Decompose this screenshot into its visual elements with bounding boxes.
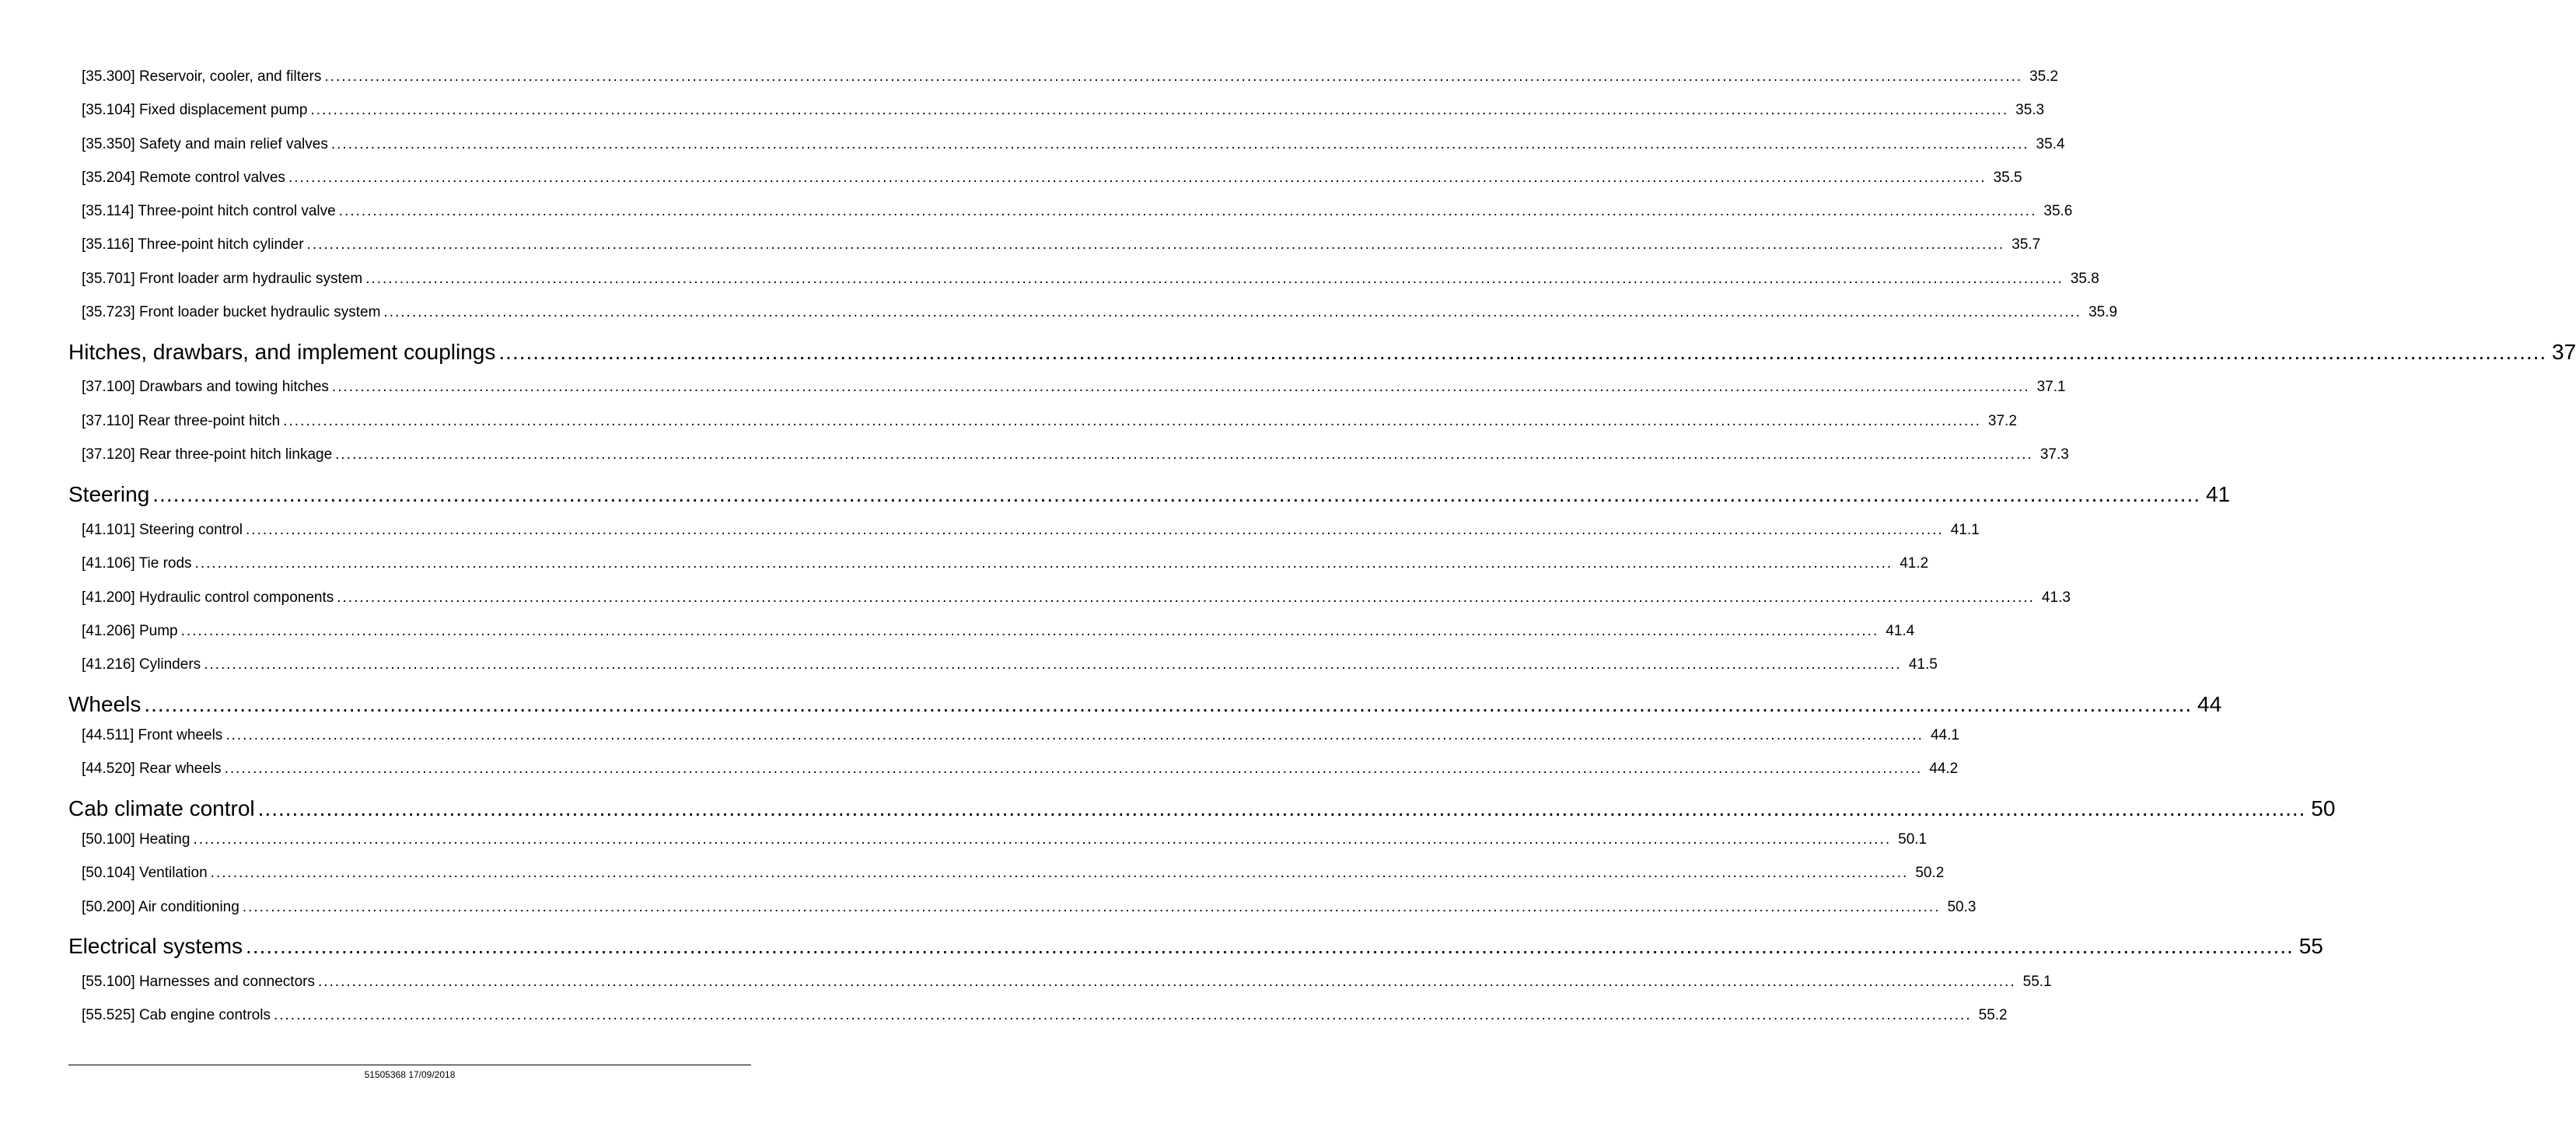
toc-entry-title: [44.520] Rear wheels <box>82 761 222 777</box>
toc-section-heading[interactable] <box>68 482 2231 507</box>
toc-page-number: 44 <box>2197 692 2222 716</box>
toc-entry-title: [35.204] Remote control valves <box>82 170 285 186</box>
toc-entry[interactable] <box>82 761 1959 778</box>
toc-entry-title: [35.116] Three-point hitch cylinder <box>82 236 304 253</box>
footer-document-id: 51505368 17/09/2018 <box>364 1069 456 1080</box>
toc-entry-title: [35.300] Reservoir, cooler, and filters <box>82 68 322 85</box>
dot-leader: ............................................................................................................................................................................................................................................................................................................ <box>330 136 2029 152</box>
dot-leader: ............................................................................................................................................................................................................................................................................................................ <box>242 899 1941 915</box>
toc-entry-title: [55.525] Cab engine controls <box>82 1007 271 1023</box>
toc-page-number: 50 <box>2311 796 2336 820</box>
toc-entry-title: [35.350] Safety and main relief valves <box>82 136 328 152</box>
toc-entry-title: [55.100] Harnesses and connectors <box>82 974 315 990</box>
toc-entry[interactable] <box>82 170 2022 187</box>
dot-leader: ............................................................................................................................................................................................................................................................................................................ <box>288 170 1987 186</box>
toc-entry-title: [41.106] Tie rods <box>82 555 192 572</box>
toc-entry[interactable] <box>82 831 1928 848</box>
toc-entry[interactable] <box>82 899 1977 916</box>
toc-page-number: 55.1 <box>2022 974 2052 990</box>
toc-page-number: 37.1 <box>2036 379 2066 395</box>
dot-leader: ............................................................................................................................................................................................................................................................................................................ <box>337 589 2035 606</box>
toc-entry[interactable] <box>82 656 1938 673</box>
toc-entry-title: [35.723] Front loader bucket hydraulic system <box>82 304 381 320</box>
toc-entry-title: [41.200] Hydraulic control components <box>82 589 334 606</box>
toc-entry-title: [37.100] Drawbars and towing hitches <box>82 379 329 395</box>
dot-leader: ............................................................................................................................................................................................................................................................................................................ <box>224 761 1923 777</box>
toc-entry[interactable] <box>82 1007 2008 1024</box>
dot-leader: ............................................................................................................................................................................................................................................................................................................ <box>246 522 1944 538</box>
dot-leader: ............................................................................................................................................................................................................................................................................................................ <box>331 379 2030 395</box>
toc-entry[interactable] <box>82 203 2073 220</box>
dot-leader: ............................................................................................................................................................................................................................................................................................................ <box>306 236 2005 253</box>
dot-leader: ............................................................................................................................................................................................................................................................................................................ <box>180 623 1879 639</box>
dot-leader: ............................................................................................................................................................................................................................................................................................................ <box>383 304 2082 320</box>
toc-entry-title: [50.200] Air conditioning <box>82 899 239 915</box>
toc-page-number: 35.9 <box>2088 304 2118 320</box>
dot-leader: ............................................................................................................................................................................................................................................................................................................ <box>210 865 1909 881</box>
toc-section-heading[interactable] <box>68 934 2323 959</box>
toc-page-number: 41.5 <box>1908 656 1938 673</box>
toc-page-number: 41.3 <box>2041 589 2071 606</box>
toc-section-heading[interactable] <box>68 692 2222 717</box>
toc-entry[interactable] <box>82 136 2065 153</box>
toc-entry-title: [35.701] Front loader arm hydraulic system <box>82 271 363 287</box>
toc-page-number: 50.2 <box>1915 865 1945 881</box>
toc-entry-title: Cab climate control <box>68 796 255 820</box>
dot-leader: ............................................................................................................................................................................................................................................................................................................ <box>273 1007 1972 1023</box>
toc-page-number: 35.3 <box>2015 102 2045 118</box>
toc-page-number: 35.7 <box>2012 236 2041 253</box>
toc-entry[interactable] <box>82 102 2045 119</box>
toc-section-heading[interactable] <box>68 340 2576 365</box>
toc-page-number: 41.4 <box>1886 623 1915 639</box>
toc-entry[interactable] <box>82 727 1959 744</box>
toc-page-number: 41.2 <box>1900 555 1929 572</box>
toc-entry-title: [37.110] Rear three-point hitch <box>82 413 281 429</box>
toc-page-number: 37.2 <box>1987 413 2017 429</box>
toc-page-number: 55.2 <box>1978 1007 2008 1023</box>
toc-entry[interactable] <box>82 379 2066 396</box>
toc-page-number: 55 <box>2298 934 2323 958</box>
toc-entry-title: Wheels <box>68 692 142 716</box>
toc-entry[interactable] <box>82 236 2041 254</box>
toc-page-number: 35.4 <box>2036 136 2065 152</box>
dot-leader: ............................................................................................................................................................................................................................................................................................................ <box>194 555 1893 572</box>
dot-leader: ............................................................................................................................................................................................................................................................................................................ <box>193 831 1892 848</box>
toc-page-number: 35.6 <box>2043 203 2073 219</box>
toc-page-number: 37.3 <box>2039 446 2069 463</box>
toc-entry-title: Steering <box>68 482 150 506</box>
dot-leader: ............................................................................................................................................................................................................................................................................................................ <box>365 271 2064 287</box>
toc-page-number: 41 <box>2205 482 2231 506</box>
toc-entry[interactable] <box>82 304 2118 321</box>
toc-entry-title: Electrical systems <box>68 934 243 958</box>
dot-leader: ............................................................................................................................................................................................................................................................................................................ <box>498 340 2547 364</box>
toc-page-number: 44.1 <box>1930 727 1959 743</box>
toc-page-number: 44.2 <box>1929 761 1959 777</box>
toc-page-number: 35.5 <box>1993 170 2022 186</box>
toc-page-number: 50.1 <box>1898 831 1928 848</box>
toc-entry[interactable] <box>82 865 1945 882</box>
toc-section-heading[interactable] <box>68 796 2336 821</box>
toc-page-number: 35.8 <box>2070 271 2099 287</box>
toc-entry-title: [41.216] Cylinders <box>82 656 201 673</box>
toc-entry-title: [44.511] Front wheels <box>82 727 223 743</box>
toc-entry-title: [37.120] Rear three-point hitch linkage <box>82 446 333 463</box>
toc-entry-title: [41.101] Steering control <box>82 522 243 538</box>
dot-leader: ............................................................................................................................................................................................................................................................................................................ <box>310 102 2009 118</box>
toc-entry[interactable] <box>82 623 1915 640</box>
dot-leader: ............................................................................................................................................................................................................................................................................................................ <box>152 482 2201 506</box>
toc-entry-title: [35.104] Fixed displacement pump <box>82 102 308 118</box>
dot-leader: ............................................................................................................................................................................................................................................................................................................ <box>257 796 2306 820</box>
dot-leader: ............................................................................................................................................................................................................................................................................................................ <box>317 974 2016 990</box>
dot-leader: ............................................................................................................................................................................................................................................................................................................ <box>324 68 2023 85</box>
toc-entry[interactable] <box>82 974 2052 991</box>
dot-leader: ............................................................................................................................................................................................................................................................................................................ <box>283 413 1981 429</box>
toc-entry-title: [41.206] Pump <box>82 623 178 639</box>
toc-entry[interactable] <box>82 555 1929 572</box>
dot-leader: ............................................................................................................................................................................................................................................................................................................ <box>204 656 1902 673</box>
toc-page-number: 35.2 <box>2029 68 2059 85</box>
toc-page-number: 50.3 <box>1947 899 1977 915</box>
toc-entry-title: [50.104] Ventilation <box>82 865 208 881</box>
toc-entry[interactable] <box>82 68 2059 86</box>
toc-entry[interactable] <box>82 446 2069 463</box>
toc-entry[interactable] <box>82 589 2071 607</box>
dot-leader: ............................................................................................................................................................................................................................................................................................................ <box>338 203 2037 219</box>
toc-entry[interactable] <box>82 271 2099 288</box>
toc-page-number: 41.1 <box>1950 522 1980 538</box>
toc-entry[interactable] <box>82 413 2017 430</box>
toc-entry[interactable] <box>82 522 1980 539</box>
dot-leader: ............................................................................................................................................................................................................................................................................................................ <box>225 727 1924 743</box>
dot-leader: ............................................................................................................................................................................................................................................................................................................ <box>335 446 2033 463</box>
toc-entry-title: [50.100] Heating <box>82 831 190 848</box>
dot-leader: ............................................................................................................................................................................................................................................................................................................ <box>246 934 2294 958</box>
toc-entry-title: Hitches, drawbars, and implement couplings <box>68 340 496 364</box>
dot-leader: ............................................................................................................................................................................................................................................................................................................ <box>144 692 2193 716</box>
toc-entry-title: [35.114] Three-point hitch control valve <box>82 203 336 219</box>
toc-page-number: 37 <box>2552 340 2576 364</box>
